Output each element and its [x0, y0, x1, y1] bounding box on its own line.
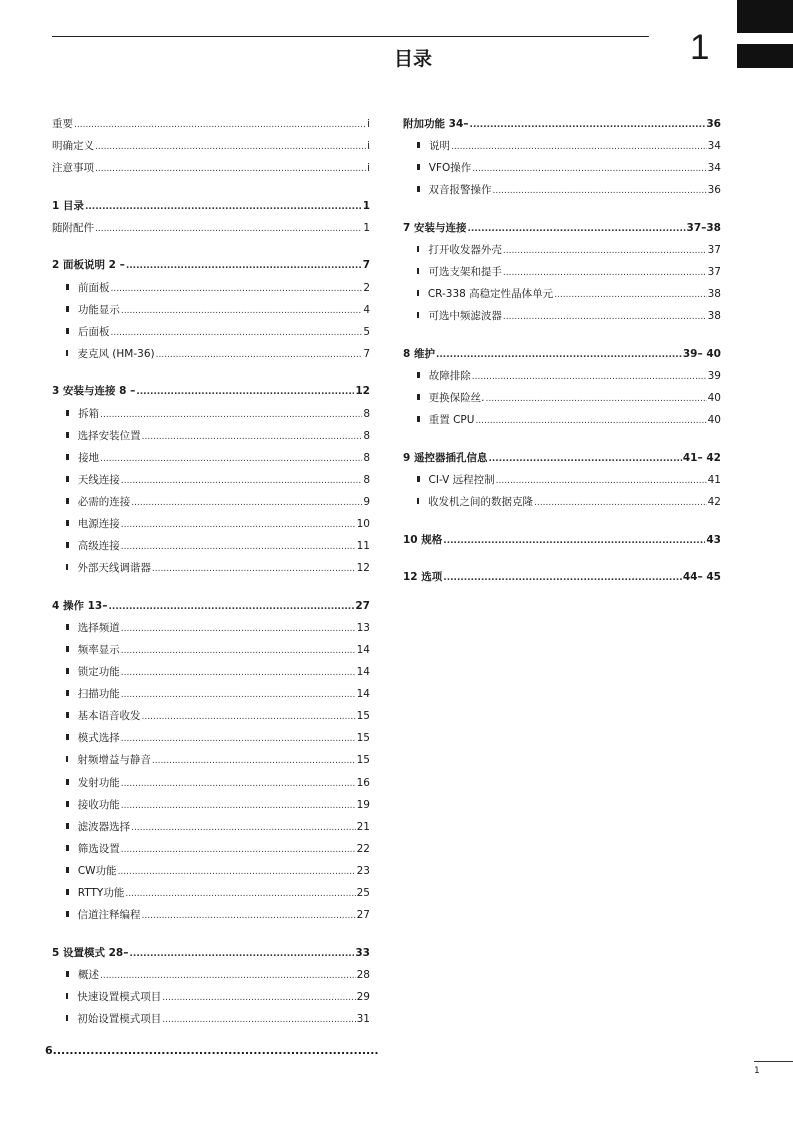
- toc-entry-label: 功能显示: [77, 303, 120, 316]
- toc-entry[interactable]: [52, 863, 370, 885]
- toc-entry-page: 15: [356, 732, 370, 745]
- square-bullet-icon: [66, 690, 69, 696]
- toc-entry-label: 9 遥控器插孔信息: [403, 451, 488, 464]
- toc-entry[interactable]: [52, 346, 370, 368]
- toc-entry-page: 33: [355, 946, 370, 959]
- toc-entry-page: 14: [356, 666, 370, 679]
- toc-entry-label: 高级连接: [77, 540, 120, 553]
- toc-entry-page: 37: [707, 266, 721, 279]
- dot-leader: [100, 969, 356, 981]
- toc-entry[interactable]: [403, 412, 721, 434]
- square-bullet-icon: [66, 542, 69, 548]
- dot-leader: [503, 266, 707, 278]
- toc-entry-label: 12 选项: [403, 571, 443, 584]
- toc-entry-label: 10 规格: [403, 533, 443, 546]
- toc-entry[interactable]: [52, 664, 370, 686]
- toc-entry-page: 36: [706, 118, 721, 130]
- toc-entry[interactable]: [52, 160, 370, 182]
- toc-entry-page: 22: [356, 842, 370, 855]
- toc-entry-page: 14: [356, 643, 370, 656]
- toc-entry[interactable]: [52, 220, 370, 242]
- toc-entry-page: 21: [356, 820, 370, 833]
- toc-entry-label: 可选支架和提手: [428, 266, 502, 279]
- toc-entry-label: CW功能: [77, 864, 117, 877]
- toc-entry-page: 34: [707, 162, 721, 175]
- square-bullet-icon: [417, 142, 420, 148]
- square-bullet-icon: [66, 564, 68, 570]
- toc-entry-label: CI-V 远程控制: [428, 473, 495, 486]
- square-bullet-icon: [66, 410, 69, 416]
- toc-chapter-entry[interactable]: [52, 598, 370, 620]
- toc-entry[interactable]: [52, 324, 370, 346]
- toc-chapter-entry[interactable]: [403, 116, 721, 138]
- toc-entry-page: 16: [356, 776, 370, 789]
- square-bullet-icon: [417, 186, 420, 192]
- dot-leader: [121, 644, 356, 656]
- footer-rule: [754, 1061, 793, 1062]
- toc-entry-label: 5 设置模式 28–: [52, 946, 129, 959]
- toc-entry[interactable]: [403, 494, 721, 516]
- toc-spacer: [403, 204, 721, 220]
- toc-entry-label: 发射功能: [77, 776, 120, 789]
- toc-entry-label: 重置 CPU: [428, 414, 475, 427]
- square-bullet-icon: [417, 312, 419, 318]
- dot-leader: [142, 710, 356, 722]
- toc-spacer: [52, 182, 370, 198]
- page-title: 目录: [393, 48, 432, 70]
- dot-leader: [475, 414, 706, 426]
- toc-entry-label: 7 安装与连接: [403, 221, 467, 234]
- toc-entry-label: CR-338 高稳定性晶体单元: [427, 288, 554, 301]
- dot-leader: [100, 408, 362, 420]
- dot-leader: [436, 348, 682, 360]
- toc-entry-page: 1: [363, 221, 370, 234]
- toc-entry[interactable]: [52, 841, 370, 863]
- square-bullet-icon: [417, 416, 420, 422]
- toc-entry[interactable]: [52, 1011, 370, 1033]
- chapter-tab-top: [737, 0, 793, 33]
- square-bullet-icon: [417, 498, 419, 504]
- toc-entry[interactable]: [52, 472, 370, 494]
- toc-entry-label: 说明: [429, 140, 451, 153]
- dot-leader: [121, 518, 356, 530]
- dot-leader: [121, 688, 356, 700]
- square-bullet-icon: [417, 372, 420, 378]
- dot-leader: [485, 392, 706, 404]
- square-bullet-icon: [66, 889, 69, 895]
- toc-entry[interactable]: [403, 286, 721, 308]
- toc-entry-label: 2 面板说明 2 –: [52, 259, 125, 272]
- toc-chapter-entry[interactable]: [403, 450, 721, 472]
- toc-entry-label: 频率显示: [77, 643, 120, 656]
- toc-entry-label: 可选中频滤波器: [428, 310, 502, 323]
- toc-entry-page: 5: [363, 325, 370, 338]
- toc-entry-page: i: [367, 140, 370, 153]
- toc-entry[interactable]: [52, 406, 370, 428]
- toc-entry-page: i: [367, 118, 370, 130]
- toc-entry-page: 37–38: [686, 221, 721, 234]
- square-bullet-icon: [66, 520, 69, 526]
- toc-entry-label: VFO操作: [428, 162, 472, 175]
- toc-entry-page: 41: [707, 473, 721, 486]
- toc-chapter-entry[interactable]: [52, 257, 370, 279]
- toc-spacer: [52, 242, 370, 258]
- toc-entry-page: 1: [362, 199, 370, 212]
- toc-entry[interactable]: [52, 138, 370, 160]
- toc-entry-label: 筛选设置: [77, 842, 120, 855]
- toc-entry[interactable]: [403, 182, 721, 204]
- square-bullet-icon: [66, 498, 69, 504]
- toc-entry[interactable]: [52, 450, 370, 472]
- dot-leader: [95, 162, 366, 174]
- chapter-tab-bottom: [737, 44, 793, 68]
- toc-entry-page: 8: [363, 429, 370, 442]
- toc-entry[interactable]: [52, 302, 370, 324]
- square-bullet-icon: [417, 394, 420, 400]
- dot-leader: [467, 222, 685, 234]
- toc-entry-page: 23: [356, 864, 370, 877]
- dot-leader: [162, 1013, 355, 1025]
- toc-entry-label: 天线连接: [77, 473, 120, 486]
- toc-entry[interactable]: [52, 967, 370, 989]
- toc-chapter-entry[interactable]: [403, 220, 721, 242]
- toc-entry-page: 2: [363, 281, 370, 294]
- toc-spacer: [403, 330, 721, 346]
- toc-right-column: [403, 116, 721, 591]
- toc-chapter-entry[interactable]: [52, 198, 370, 220]
- toc-entry[interactable]: [52, 752, 370, 774]
- toc-entry-label: 麦克风 (HM-36): [77, 347, 155, 360]
- dot-leader: [152, 562, 356, 574]
- toc-entry-label: 选择安装位置: [77, 429, 141, 442]
- dot-leader: [472, 162, 706, 174]
- dot-leader: [125, 887, 355, 899]
- toc-entry-label: 接收功能: [77, 798, 120, 811]
- toc-entry-page: 8: [363, 451, 370, 464]
- toc-entry-page: 10: [356, 518, 370, 530]
- square-bullet-icon: [66, 454, 69, 460]
- square-bullet-icon: [66, 306, 69, 312]
- dot-leader: [121, 666, 356, 678]
- toc-entry-page: 25: [356, 887, 370, 899]
- page-number: 1: [754, 1066, 760, 1076]
- toc-entry-label: 3 安装与连接 8 –: [52, 385, 136, 398]
- toc-entry[interactable]: [52, 428, 370, 450]
- dot-leader: [121, 540, 356, 552]
- toc-entry[interactable]: [403, 264, 721, 286]
- toc-entry-page: i: [367, 162, 370, 175]
- toc-entry-label: 后面板: [78, 325, 110, 338]
- square-bullet-icon: [66, 432, 69, 438]
- toc-entry-page: 44– 45: [682, 571, 721, 584]
- toc-entry-page: 31: [356, 1012, 370, 1025]
- toc-spacer: [403, 434, 721, 450]
- square-bullet-icon: [66, 801, 69, 807]
- square-bullet-icon: [66, 476, 69, 482]
- square-bullet-icon: [66, 328, 69, 334]
- toc-entry[interactable]: [403, 390, 721, 412]
- toc-entry-label: 4 操作 13–: [52, 599, 108, 612]
- toc-entry-label: 信道注释编程: [77, 909, 141, 922]
- toc-entry-page: 8: [363, 473, 370, 486]
- toc-entry-page: 43: [706, 533, 721, 546]
- dot-leader: [95, 140, 366, 152]
- toc-entry-page: 11: [356, 540, 370, 553]
- dot-leader: [142, 430, 363, 442]
- toc-chapter-entry[interactable]: [52, 383, 370, 405]
- toc-entry-label: 快速设置模式项目: [77, 990, 162, 1003]
- toc-entry[interactable]: [403, 160, 721, 182]
- toc-entry-page: 42: [707, 495, 721, 508]
- dot-leader: [451, 140, 707, 152]
- toc-chapter-entry[interactable]: [403, 346, 721, 368]
- dot-leader: [85, 200, 362, 212]
- dot-leader: [554, 288, 706, 300]
- dot-leader: [470, 118, 706, 130]
- dot-leader: [142, 909, 356, 921]
- toc-chapter-entry[interactable]: [52, 945, 370, 967]
- toc-entry-page: 19: [356, 798, 370, 811]
- toc-entry-label: 附加功能 34–: [403, 118, 469, 130]
- dot-leader: [118, 865, 356, 877]
- toc-entry[interactable]: [52, 989, 370, 1011]
- toc-entry[interactable]: [403, 368, 721, 390]
- toc-entry[interactable]: [52, 775, 370, 797]
- toc-entry-label: 基本语音收发: [77, 710, 141, 723]
- dot-leader: [126, 259, 362, 271]
- toc-entry-page: 15: [356, 710, 370, 723]
- toc-entry-page: 39– 40: [682, 347, 721, 360]
- toc-entry-page: 36: [707, 184, 721, 197]
- toc-entry[interactable]: [52, 560, 370, 582]
- square-bullet-icon: [66, 712, 69, 718]
- dot-leader: [131, 821, 355, 833]
- toc-entry-label: 拆箱: [78, 407, 100, 420]
- dot-leader: [100, 452, 362, 464]
- toc-entry-label: 8 维护: [403, 347, 435, 360]
- toc-entry-page: 7: [362, 259, 370, 272]
- dot-leader: [121, 732, 356, 744]
- square-bullet-icon: [66, 823, 69, 829]
- toc-entry-label: 收发机之间的数据克隆: [428, 495, 534, 508]
- square-bullet-icon: [66, 350, 68, 356]
- square-bullet-icon: [66, 971, 69, 977]
- dot-leader: [136, 385, 354, 397]
- toc-entry-label: 扫描功能: [77, 688, 120, 701]
- toc-entry[interactable]: [52, 494, 370, 516]
- square-bullet-icon: [417, 164, 420, 170]
- toc-entry-page: 28: [356, 968, 370, 981]
- toc-entry-label: 电源连接: [77, 518, 120, 530]
- square-bullet-icon: [66, 779, 69, 785]
- dot-leader: [443, 571, 682, 583]
- toc-entry-label: 随附配件: [52, 221, 94, 234]
- dot-leader: [121, 799, 356, 811]
- toc-entry[interactable]: [403, 138, 721, 160]
- toc-entry-label: 1 目录: [52, 199, 84, 212]
- toc-entry-label: 射频增益与静音: [77, 754, 151, 767]
- dot-leader: [74, 118, 366, 130]
- square-bullet-icon: [417, 290, 419, 296]
- toc-entry-page: 9: [363, 495, 370, 508]
- dot-leader: [503, 244, 707, 256]
- dot-leader: [162, 991, 355, 1003]
- dot-leader: [156, 348, 363, 360]
- toc-trailing-entry: 6..............................................................................: [45, 1044, 379, 1057]
- dot-leader: [131, 496, 362, 508]
- square-bullet-icon: [66, 1015, 68, 1021]
- toc-entry-label: 选择频道: [77, 621, 120, 634]
- toc-spacer: [403, 516, 721, 532]
- dot-leader: [503, 310, 707, 322]
- dot-leader: [111, 282, 363, 294]
- dot-leader: [111, 326, 363, 338]
- dot-leader: [443, 534, 705, 546]
- toc-entry-page: 27: [355, 599, 370, 612]
- toc-chapter-entry[interactable]: [403, 532, 721, 554]
- toc-entry-page: 12: [356, 562, 370, 575]
- toc-entry[interactable]: [52, 730, 370, 752]
- toc-entry-label: 前面板: [78, 281, 110, 294]
- dot-leader: [121, 777, 356, 789]
- toc-entry-label: 锁定功能: [77, 666, 120, 679]
- dot-leader: [108, 600, 354, 612]
- toc-entry-page: 27: [356, 909, 370, 922]
- toc-entry-page: 13: [356, 621, 370, 634]
- toc-entry[interactable]: [403, 242, 721, 264]
- toc-entry-label: 注意事项: [52, 162, 94, 175]
- toc-entry-label: 滤波器选择: [77, 820, 131, 833]
- toc-spacer: [52, 582, 370, 598]
- toc-entry[interactable]: [52, 885, 370, 907]
- square-bullet-icon: [417, 268, 419, 274]
- toc-entry-label: RTTY功能: [77, 887, 125, 899]
- dot-leader: [493, 184, 707, 196]
- toc-entry-label: 外部天线调谐器: [77, 562, 151, 575]
- square-bullet-icon: [66, 867, 69, 873]
- toc-entry-label: 故障排除: [428, 369, 471, 382]
- dot-leader: [129, 947, 354, 959]
- toc-entry[interactable]: [52, 516, 370, 538]
- dot-leader: [121, 474, 362, 486]
- toc-entry[interactable]: [52, 686, 370, 708]
- square-bullet-icon: [66, 668, 69, 674]
- header-rule: [52, 36, 649, 37]
- toc-entry[interactable]: [52, 819, 370, 841]
- chapter-number: 1: [690, 28, 710, 67]
- square-bullet-icon: [66, 993, 68, 999]
- toc-entry-page: 34: [707, 140, 721, 153]
- dot-leader: [121, 304, 362, 316]
- toc-spacer: [403, 554, 721, 570]
- toc-entry-label: 明确定义: [52, 140, 94, 153]
- toc-entry[interactable]: [52, 280, 370, 302]
- toc-entry[interactable]: [52, 116, 370, 138]
- square-bullet-icon: [66, 845, 69, 851]
- toc-entry-page: 7: [363, 347, 370, 360]
- toc-entry-page: 4: [363, 303, 370, 316]
- toc-entry-page: 14: [356, 688, 370, 701]
- toc-spacer: [52, 929, 370, 945]
- square-bullet-icon: [66, 911, 69, 917]
- toc-entry-page: 40: [707, 392, 721, 405]
- square-bullet-icon: [66, 646, 69, 652]
- toc-chapter-entry[interactable]: [403, 569, 721, 591]
- square-bullet-icon: [417, 476, 420, 482]
- toc-entry-label: 接地: [78, 451, 100, 464]
- toc-entry-label: 模式选择: [77, 732, 120, 745]
- square-bullet-icon: [66, 284, 69, 290]
- toc-entry-label: 必需的连接: [77, 495, 131, 508]
- toc-left-column: [52, 116, 370, 1033]
- square-bullet-icon: [66, 624, 69, 630]
- dot-leader: [121, 622, 356, 634]
- square-bullet-icon: [66, 734, 69, 740]
- toc-entry[interactable]: [52, 708, 370, 730]
- toc-entry-page: 12: [355, 385, 370, 398]
- dot-leader: [472, 370, 707, 382]
- toc-entry[interactable]: [403, 308, 721, 330]
- toc-entry-label: 更换保险丝.: [428, 392, 485, 405]
- toc-entry-label: 打开收发器外壳: [428, 243, 502, 256]
- toc-entry-label: 重要: [52, 118, 73, 130]
- toc-spacer: [52, 368, 370, 384]
- toc-entry[interactable]: [403, 472, 721, 494]
- toc-entry-page: 41– 42: [682, 451, 721, 464]
- square-bullet-icon: [66, 756, 68, 762]
- dot-leader: [95, 222, 362, 234]
- dot-leader: [121, 843, 356, 855]
- toc-entry-page: 39: [707, 369, 721, 382]
- toc-entry-page: 38: [707, 288, 721, 301]
- toc-entry[interactable]: [52, 538, 370, 560]
- toc-entry-label: 概述: [78, 968, 100, 981]
- toc-entry[interactable]: [52, 797, 370, 819]
- toc-entry-page: 37: [707, 243, 721, 256]
- toc-entry-page: 15: [356, 754, 370, 767]
- toc-entry-label: 初始设置模式项目: [77, 1012, 162, 1025]
- toc-entry-page: 38: [707, 310, 721, 323]
- toc-entry-label: 双音报警操作: [428, 184, 492, 197]
- square-bullet-icon: [417, 246, 419, 252]
- toc-entry[interactable]: [52, 642, 370, 664]
- toc-entry-page: 29: [356, 990, 370, 1003]
- toc-entry[interactable]: [52, 907, 370, 929]
- toc-entry-page: 8: [363, 407, 370, 420]
- dot-leader: [496, 474, 707, 486]
- dot-leader: [152, 754, 356, 766]
- dot-leader: [534, 496, 707, 508]
- dot-leader: [488, 452, 681, 464]
- toc-entry-page: 40: [707, 414, 721, 427]
- toc-entry[interactable]: [52, 620, 370, 642]
